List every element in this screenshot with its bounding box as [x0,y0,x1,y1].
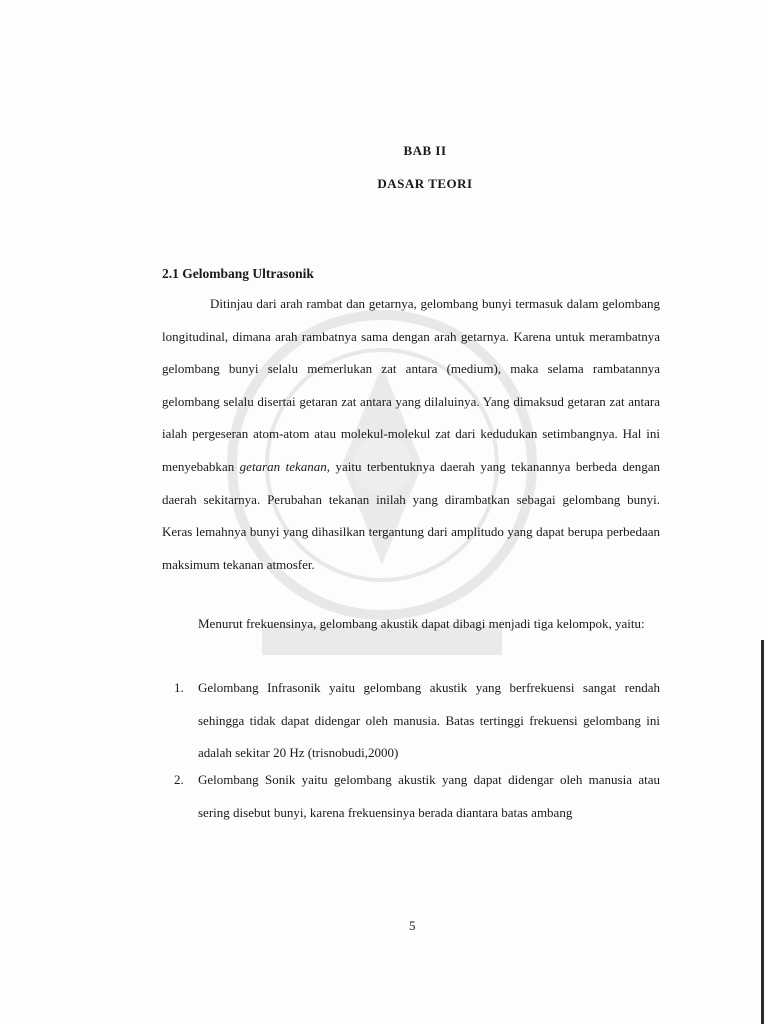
scan-edge-shadow [761,640,764,1024]
list-item-text: Gelombang Sonik yaitu gelombang akustik yang dapat didengar oleh manusia atau sering disebut bunyi, karena frekuensinya berada diantara batas ambang [198,772,660,820]
chapter-number: BAB II [403,143,447,158]
chapter-title: DASAR TEORI [377,176,473,191]
page-number: 5 [409,918,416,933]
list-item [162,764,660,829]
paragraph-frequency: Menurut frekuensinya, gelombang akustik dapat dibagi menjadi tiga kelompok, yaitu: [198,616,645,631]
list-item-number: 2. [174,772,184,787]
paragraph-intro-italic-term: getaran tekanan [239,458,327,474]
list-item [162,672,660,770]
paragraph-intro [162,288,660,581]
list-item-number: 1. [174,680,184,695]
paragraph-intro-text-2: , yaitu terbentuknya daerah yang tekanannya berbeda dengan daerah sekitarnya. Perubahan tekanan inilah yang dirambatkan sebagai gelombang bunyi. Keras lemahnya bunyi yang dihasilkan tergantung dari amplitudo yang dapat berupa perbedaan maksimum tekanan atmosfer. [162,458,660,572]
section-heading: 2.1 Gelombang Ultrasonik [162,266,314,281]
paragraph-intro-text-1: Ditinjau dari arah rambat dan getarnya, gelombang bunyi termasuk dalam gelombang longitudinal, dimana arah rambatnya sama dengan arah getarnya. Karena untuk merambatnya gelombang bunyi selalu memerlukan zat antara (medium), maka selama rambatannya gelombang selalu disertai getaran zat antara yang dilaluinya. Yang dimaksud getaran zat antara ialah pergeseran atom-atom atau molekul-molekul zat dari kedudukan setimbangnya. Hal ini menyebabkan [162,296,660,474]
list-item-text: Gelombang Infrasonik yaitu gelombang akustik yang berfrekuensi sangat rendah sehingga tidak dapat didengar oleh manusia. Batas tertinggi frekuensi gelombang ini adalah sekitar 20 Hz (trisnobudi,2000) [198,680,660,761]
